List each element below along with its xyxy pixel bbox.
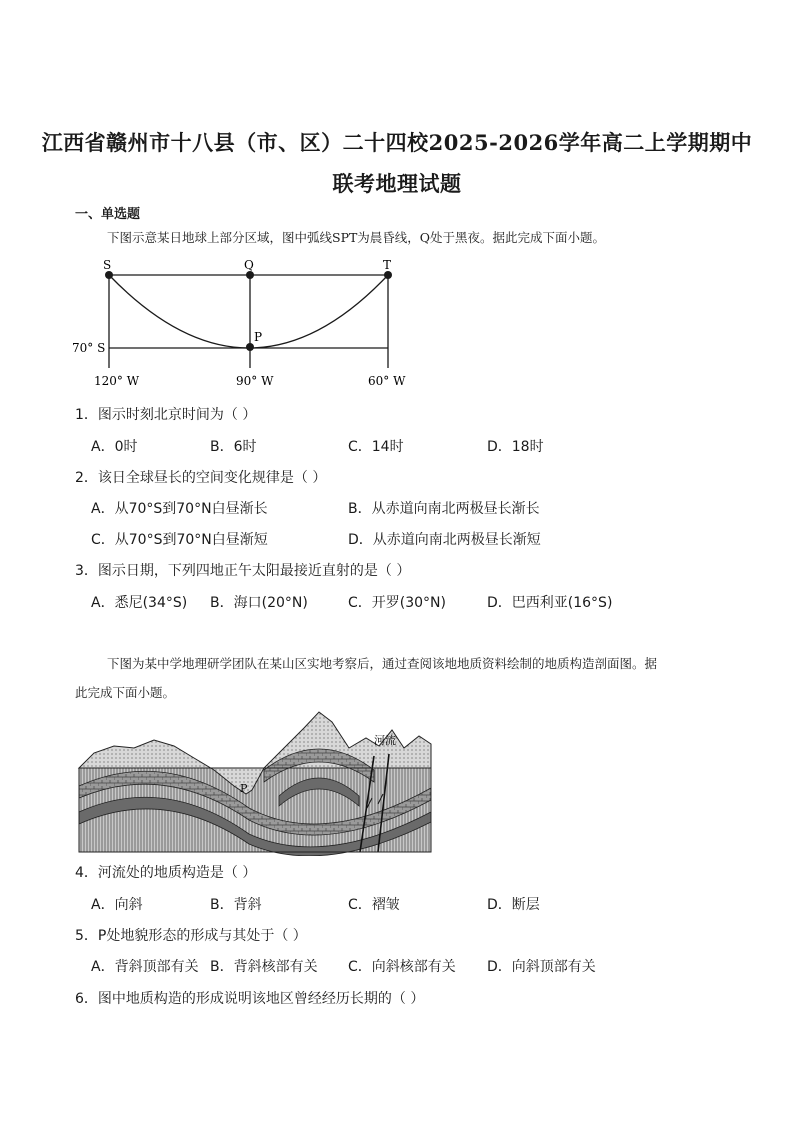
q5-option-b[interactable]: B．背斜核部有关 (210, 959, 318, 975)
terminator-diagram (70, 255, 420, 395)
label-t: T (383, 258, 392, 272)
label-90w: 90° W (236, 374, 274, 388)
q3-option-a[interactable]: A．悉尼(34°S) (91, 595, 188, 611)
q4-option-d[interactable]: D．断层 (487, 897, 540, 913)
q4-option-a[interactable]: A．向斜 (91, 897, 143, 913)
q1-option-d[interactable]: D．18时 (487, 439, 544, 455)
q3-option-b[interactable]: B．海口(20°N) (210, 595, 308, 611)
label-lat-70s: 70° S (72, 341, 106, 355)
q1-option-a[interactable]: A．0时 (91, 439, 138, 455)
label-120w: 120° W (94, 374, 140, 388)
q5-option-c[interactable]: C．向斜核部有关 (348, 959, 456, 975)
question-1-stem: 1．图示时刻北京时间为（ ） (75, 407, 257, 423)
q2-option-a[interactable]: A．从70°S到70°N白昼渐长 (91, 501, 268, 517)
question-3-stem: 3．图示日期，下列四地正午太阳最接近直射的是（ ） (75, 563, 411, 579)
label-river: 河流 (374, 734, 396, 747)
label-s: S (103, 258, 112, 272)
q1-option-b[interactable]: B．6时 (210, 439, 257, 455)
q2-option-c[interactable]: C．从70°S到70°N白昼渐短 (91, 532, 268, 548)
point-s (105, 271, 113, 279)
page-title-line2: 联考地理试题 (332, 171, 462, 196)
q3-option-c[interactable]: C．开罗(30°N) (348, 595, 446, 611)
question-4-stem: 4．河流处的地质构造是（ ） (75, 865, 257, 881)
q5-option-d[interactable]: D．向斜顶部有关 (487, 959, 596, 975)
q1-option-c[interactable]: C．14时 (348, 439, 404, 455)
point-t (384, 271, 392, 279)
point-q (246, 271, 254, 279)
question-2-stem: 2．该日全球昼长的空间变化规律是（ ） (75, 470, 327, 486)
intro-paragraph-2-cont: 此完成下面小题。 (75, 685, 176, 700)
geologic-cross-section (74, 708, 434, 856)
question-5-stem: 5．P处地貌形态的形成与其处于（ ） (75, 928, 307, 944)
label-p: P (254, 330, 263, 344)
label-p-point: P (240, 782, 248, 795)
label-q: Q (244, 258, 254, 272)
q2-option-d[interactable]: D．从赤道向南北两极昼长渐短 (348, 532, 541, 548)
point-p (246, 343, 254, 351)
q4-option-b[interactable]: B．背斜 (210, 897, 262, 913)
q5-option-a[interactable]: A．背斜顶部有关 (91, 959, 199, 975)
intro-paragraph-2: 下图为某中学地理研学团队在某山区实地考察后，通过查阅该地地质资料绘制的地质构造剖面图。据 (107, 656, 658, 671)
q3-option-d[interactable]: D．巴西利亚(16°S) (487, 595, 613, 611)
question-6-stem: 6．图中地质构造的形成说明该地区曾经经历长期的（ ） (75, 991, 425, 1007)
q2-option-b[interactable]: B．从赤道向南北两极昼长渐长 (348, 501, 540, 517)
page-title: 江西省赣州市十八县（市、区）二十四校2025-2026学年高二上学期期中 (41, 130, 753, 155)
q4-option-c[interactable]: C．褶皱 (348, 897, 400, 913)
label-60w: 60° W (368, 374, 406, 388)
section-heading: 一、单选题 (75, 207, 141, 222)
intro-paragraph-1: 下图示意某日地球上部分区域，图中弧线SPT为晨昏线，Q处于黑夜。据此完成下面小题。 (107, 230, 606, 245)
